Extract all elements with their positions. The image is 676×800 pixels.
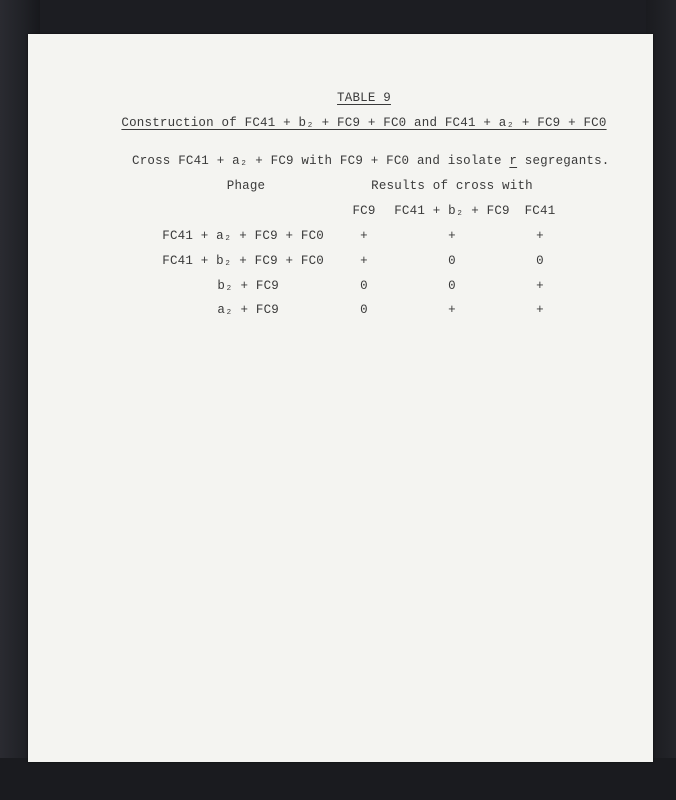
result-cell: +: [360, 229, 368, 243]
result-cell: 0: [536, 254, 544, 268]
document-page: [28, 34, 653, 762]
result-cell: +: [536, 229, 544, 243]
phage-cell: b₂ + FC9: [217, 279, 279, 293]
dark-background-bottom: [0, 758, 676, 800]
result-cell: +: [536, 303, 544, 317]
column-header-fc9: FC9: [352, 204, 376, 218]
result-cell: 0: [360, 279, 368, 293]
phage-cell: FC41 + a₂ + FC9 + FC0: [162, 229, 324, 243]
results-header: Results of cross with: [371, 179, 533, 193]
result-cell: 0: [448, 254, 456, 268]
result-cell: +: [448, 303, 456, 317]
column-header-fc41: FC41: [524, 204, 556, 218]
result-cell: +: [536, 279, 544, 293]
column-header-fc41-b2-fc9: FC41 + b₂ + FC9: [394, 204, 510, 218]
result-cell: +: [448, 229, 456, 243]
table-label: TABLE 9: [337, 91, 391, 105]
result-cell: +: [360, 254, 368, 268]
phage-cell: FC41 + b₂ + FC9 + FC0: [162, 254, 324, 268]
result-cell: 0: [448, 279, 456, 293]
phage-header: Phage: [226, 179, 266, 193]
table-title: Construction of FC41 + b₂ + FC9 + FC0 and FC41 + a₂ + FC9 + FC0: [121, 116, 607, 130]
result-cell: 0: [360, 303, 368, 317]
instruction-text: Cross FC41 + a₂ + FC9 with FC9 + FC0 and isolate r segregants.: [132, 154, 610, 168]
phage-cell: a₂ + FC9: [217, 303, 279, 317]
